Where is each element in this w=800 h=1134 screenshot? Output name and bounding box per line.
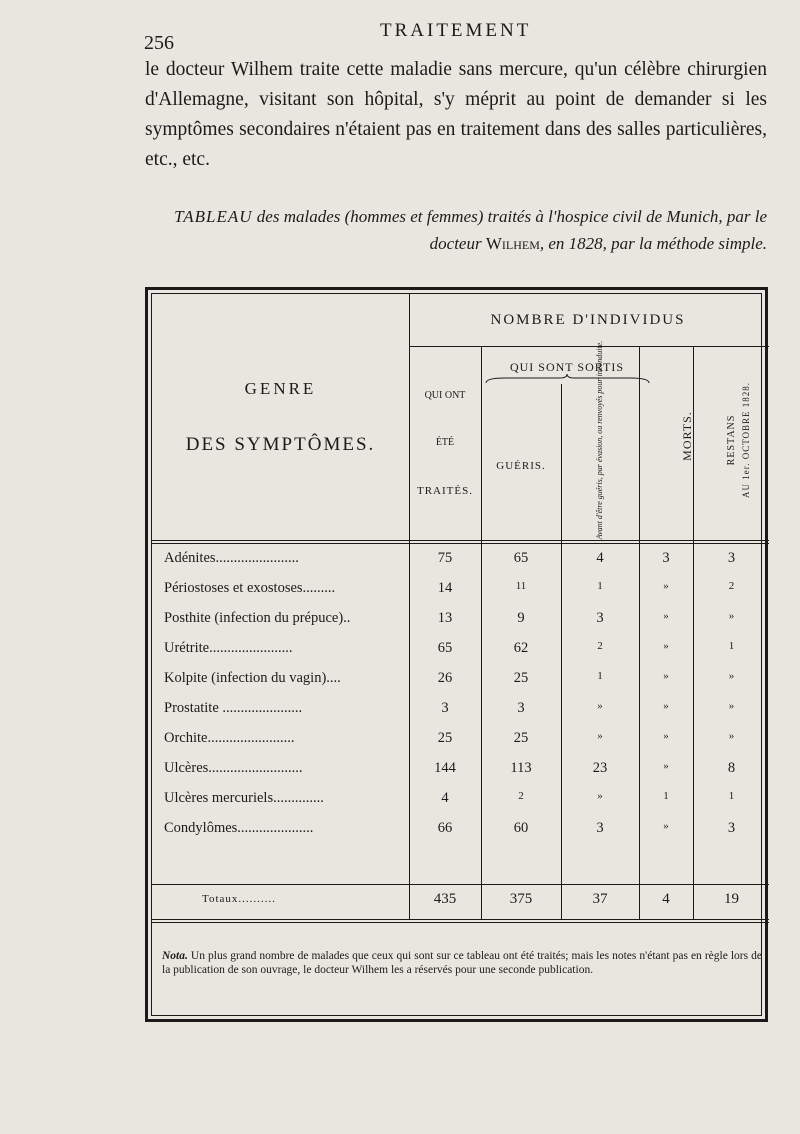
caption-name: Wilhem xyxy=(485,234,540,253)
header-restans-date: AU 1er. OCTOBRE 1828. xyxy=(741,381,751,499)
note-text: Un plus grand nombre de malades que ceux qui sont sur ce tableau ont été traités; mais les notes n'étant pas en règle lors de la publication de son ouvrage, le docteur Wilhem les a réservés pour une seconde publication. xyxy=(162,950,762,976)
caption-part1: des malades (hommes et femmes) traités à l'hospice civil de Munich, par le docteur xyxy=(252,207,767,253)
note-label: Nota. xyxy=(162,950,188,962)
page-number: 256 xyxy=(144,32,174,54)
cell-traites: 4 xyxy=(441,790,449,806)
cell-gueris: 11 xyxy=(515,580,527,592)
cell-restans: 2 xyxy=(728,580,735,592)
cell-restans: 1 xyxy=(728,790,735,802)
totals-rule xyxy=(152,884,769,885)
cell-avant: 1 xyxy=(597,670,603,682)
cell-morts: 1 xyxy=(663,790,669,802)
total-avant: 37 xyxy=(592,891,608,907)
row-label: Ulcères.......................... xyxy=(164,760,303,776)
header-traites: TRAITÉS. xyxy=(417,485,473,497)
table-row xyxy=(152,610,769,636)
row-label: Ulcères mercuriels.............. xyxy=(164,790,324,806)
totals-row xyxy=(152,887,769,917)
cell-restans: » xyxy=(728,730,735,742)
row-label: Orchite........................ xyxy=(164,730,295,746)
cell-restans: 3 xyxy=(727,820,736,836)
header-restans-title: RESTANS xyxy=(726,414,737,466)
cell-gueris: 25 xyxy=(513,730,529,746)
running-head: TRAITEMENT xyxy=(380,20,532,41)
cell-restans: 3 xyxy=(727,550,736,566)
cell-avant: 2 xyxy=(597,640,603,652)
header-bottom-rule xyxy=(152,543,769,544)
cell-traites: 65 xyxy=(437,640,453,656)
table-row xyxy=(152,730,769,756)
table-bottom-rule xyxy=(152,919,769,920)
table-row xyxy=(152,580,769,606)
table-bottom-rule xyxy=(152,922,769,923)
header-avant: Avant d'être guéris, par évasion, ou renvoyés pour inconduite. xyxy=(595,340,604,540)
header-genre: GENRE xyxy=(244,379,317,398)
row-label: Urétrite....................... xyxy=(164,640,293,656)
cell-traites: 144 xyxy=(434,760,456,776)
total-restans: 19 xyxy=(724,891,739,907)
cell-gueris: 9 xyxy=(517,610,525,626)
cell-traites: 14 xyxy=(437,580,453,596)
cell-restans: 8 xyxy=(727,760,736,776)
totals-label: Totaux.......... xyxy=(202,893,276,905)
cell-morts: » xyxy=(663,670,669,682)
cell-gueris: 60 xyxy=(513,820,529,836)
cell-avant: 3 xyxy=(596,820,604,836)
cell-gueris: 2 xyxy=(518,790,524,802)
table-row xyxy=(152,790,769,816)
total-traites: 435 xyxy=(433,891,457,907)
row-label: Kolpite (infection du vagin).... xyxy=(164,670,341,686)
header-sortis: QUI SONT SORTIS xyxy=(509,360,625,374)
table-inner xyxy=(151,293,762,1016)
cell-morts: » xyxy=(663,580,669,592)
table-row xyxy=(152,640,769,666)
table-row xyxy=(152,550,769,576)
header-symptomes: DES SYMPTÔMES. xyxy=(185,434,376,455)
total-morts: 4 xyxy=(662,891,670,907)
cell-avant: 4 xyxy=(596,550,604,566)
cell-restans: 1 xyxy=(728,640,735,652)
page-header xyxy=(140,18,770,54)
cell-restans: » xyxy=(728,610,735,622)
table-frame xyxy=(145,287,768,1022)
caption-part2: , en 1828, par la méthode simple. xyxy=(539,234,767,253)
cell-morts: » xyxy=(663,760,669,772)
cell-avant: » xyxy=(597,790,603,802)
row-label: Adénites....................... xyxy=(164,550,299,566)
row-label: Condylômes..................... xyxy=(164,820,314,836)
cell-gueris: 62 xyxy=(513,640,529,656)
cell-traites: 13 xyxy=(437,610,453,626)
table-row xyxy=(152,700,769,726)
cell-morts: » xyxy=(663,700,669,712)
cell-restans: » xyxy=(728,670,735,682)
header-restans xyxy=(724,370,756,510)
table-row xyxy=(152,670,769,696)
header-gueris: GUÉRIS. xyxy=(496,460,546,472)
caption-lead: TABLEAU xyxy=(174,207,253,226)
cell-traites: 25 xyxy=(437,730,453,746)
header-bottom-rule xyxy=(152,540,769,541)
cell-avant: 23 xyxy=(592,760,608,776)
table-caption xyxy=(145,203,767,257)
cell-gueris: 65 xyxy=(513,550,529,566)
table-note xyxy=(162,949,762,977)
cell-traites: 3 xyxy=(441,700,449,716)
table-row xyxy=(152,820,769,846)
header-qui-ont: QUI ONT xyxy=(424,390,466,401)
cell-avant: 1 xyxy=(597,580,603,592)
cell-gueris: 113 xyxy=(510,760,532,776)
cell-gueris: 25 xyxy=(513,670,529,686)
cell-traites: 75 xyxy=(437,550,453,566)
header-nombre: NOMBRE D'INDIVIDUS xyxy=(490,312,686,328)
cell-avant: 3 xyxy=(596,610,604,626)
header-subrule xyxy=(410,346,769,347)
cell-avant: » xyxy=(597,700,603,712)
row-label: Prostatite ...................... xyxy=(164,700,303,716)
cell-restans: » xyxy=(728,700,735,712)
cell-morts: 3 xyxy=(662,550,670,566)
body-paragraph: le docteur Wilhem traite cette maladie sans mercure, qu'un célèbre chirurgien d'Allemagne, visitant son hôpital, s'y méprit au point de demander si les symptômes secondaires n'étaient pas en traitement dans des salles particulières, etc., etc. xyxy=(145,59,767,170)
row-label: Posthite (infection du prépuce).. xyxy=(164,610,351,626)
cell-traites: 66 xyxy=(437,820,453,836)
row-label: Périostoses et exostoses......... xyxy=(164,580,336,596)
cell-gueris: 3 xyxy=(517,700,525,716)
cell-morts: » xyxy=(663,640,669,652)
cell-morts: » xyxy=(663,820,669,832)
table-row xyxy=(152,760,769,786)
cell-avant: » xyxy=(597,730,603,742)
total-gueris: 375 xyxy=(509,891,533,907)
cell-morts: » xyxy=(663,730,669,742)
header-ete: ÉTÉ xyxy=(435,437,455,448)
cell-morts: » xyxy=(663,610,669,622)
header-morts: MORTS. xyxy=(680,411,694,461)
cell-traites: 26 xyxy=(437,670,453,686)
